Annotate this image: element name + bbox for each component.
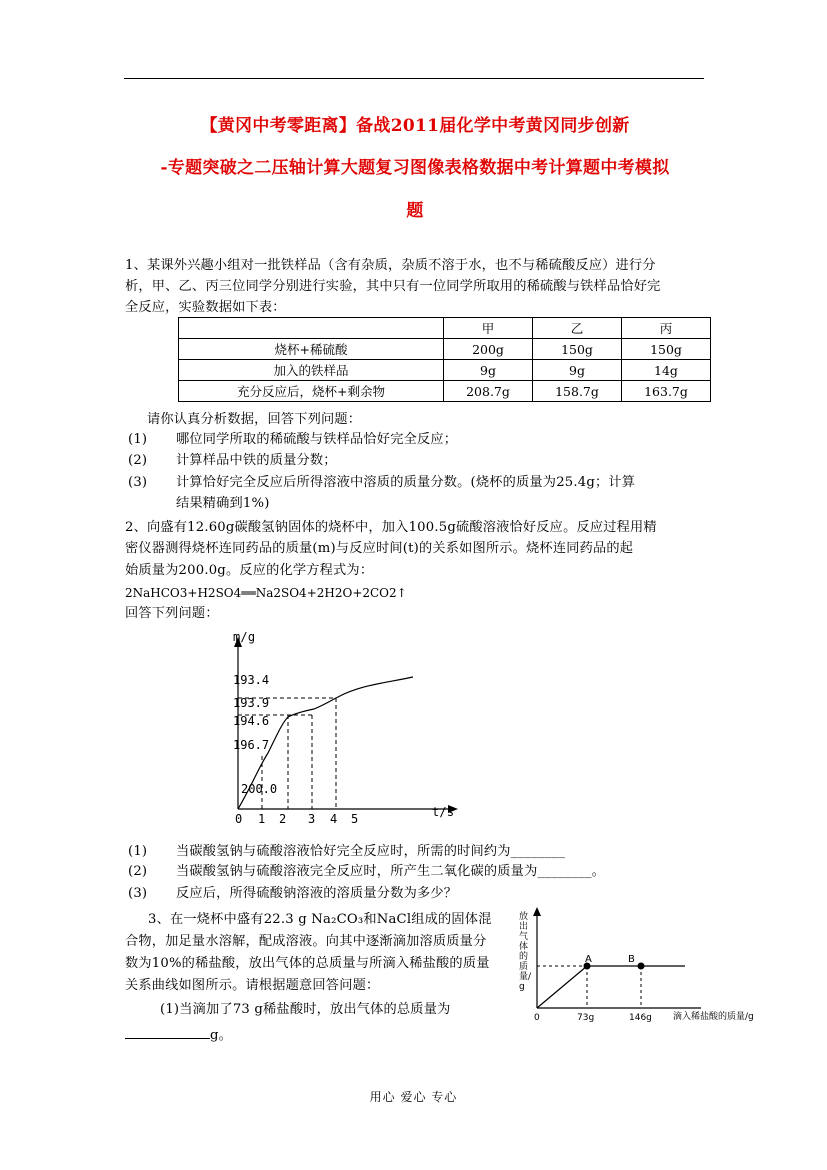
- q1-sub3a: 计算恰好完全反应后所得溶液中溶质的质量分数。(烧杯的质量为25.4g；计算: [176, 475, 636, 490]
- table-cell: 208.7g: [444, 381, 533, 402]
- x-tick-label: 1: [258, 812, 266, 825]
- q2-sub3: 反应后，所得硫酸钠溶液的溶质量分数为多少？: [176, 886, 458, 901]
- table-cell: 充分反应后，烧杯+剩余物: [179, 381, 444, 402]
- mass-time-graph: [220, 625, 460, 825]
- x-tick-label: 5: [351, 812, 359, 825]
- y-tick-label: 193.9: [233, 696, 270, 710]
- answer-blank[interactable]: [125, 1024, 210, 1039]
- y-axis-arrow-icon: [533, 907, 541, 916]
- table-header-row: [179, 318, 711, 339]
- table-row: [179, 360, 711, 381]
- point-b: [638, 963, 645, 970]
- q3-line-3: 数为10%的稀盐酸，放出气体的总质量与所滴入稀盐酸的质量: [125, 956, 490, 971]
- table-cell: 加入的铁样品: [179, 360, 444, 381]
- table-cell: [179, 318, 444, 339]
- q1-data-table: [178, 317, 711, 402]
- q1-intro-3: 全反应，实验数据如下表：: [125, 300, 286, 315]
- x-tick-label: 4: [330, 812, 338, 825]
- q1-intro-2: 析，甲、乙、丙三位同学分别进行实验，其中只有一位同学所取用的稀硫酸与铁样品恰好完: [125, 279, 661, 294]
- x-tick-label: 0: [235, 812, 243, 825]
- y-tick-label: 200.0: [241, 782, 278, 796]
- q1-prompt: 请你认真分析数据，回答下列问题：: [147, 412, 362, 427]
- q3-line-4: 关系曲线如图所示。请根据题意回答问题：: [125, 978, 380, 993]
- page-footer: 用心 爱心 专心: [369, 1090, 458, 1104]
- table-cell: 9g: [444, 360, 533, 381]
- x-tick-label: 73g: [577, 1013, 595, 1023]
- q3-line-1: 3、在一烧杯中盛有22.3 g Na₂CO₃和NaCl组成的固体混: [148, 912, 492, 927]
- header-rule: [124, 78, 704, 79]
- q2-sub2: 当碳酸氢钠与硫酸溶液完全反应时，所产生二氧化碳的质量为________。: [176, 864, 606, 879]
- q1-sub2-num: (2): [128, 453, 148, 468]
- y-tick-label: 196.7: [233, 738, 270, 752]
- q2-sub2-num: (2): [128, 864, 148, 879]
- q2-equation: 2NaHCO3+H2SO4══Na2SO4+2H2O+2CO2↑: [125, 586, 407, 600]
- title-line-2: -专题突破之二压轴计算大题复习图像表格数据中考计算题中考模拟: [160, 158, 670, 178]
- point-a-label: A: [585, 954, 592, 965]
- x-axis-label: 滴入稀盐酸的质量/g: [673, 1012, 754, 1022]
- q2-prompt: 回答下列问题：: [125, 606, 219, 621]
- q2-sub3-num: (3): [128, 886, 148, 901]
- x-tick-label: 2: [279, 812, 287, 825]
- table-cell: 乙: [533, 318, 622, 339]
- table-cell: 丙: [622, 318, 711, 339]
- origin-label: 0: [534, 1013, 540, 1023]
- q2-line-3: 始质量为200.0g。反应的化学方程式为：: [125, 563, 374, 578]
- y-tick-label: 194.6: [233, 714, 270, 728]
- q3-answer-line: [125, 1024, 232, 1046]
- title-line-1: 【黄冈中考零距离】备战2011届化学中考黄冈同步创新: [200, 116, 630, 136]
- title-line-3: 题: [406, 201, 424, 221]
- q2-sub1: 当碳酸氢钠与硫酸溶液恰好完全反应时，所需的时间约为________: [176, 844, 566, 859]
- rising-line: [537, 966, 587, 1008]
- table-cell: 158.7g: [533, 381, 622, 402]
- chart1-y-label: m/g: [233, 630, 256, 644]
- x-tick-label: 146g: [629, 1013, 652, 1023]
- table-cell: 200g: [444, 339, 533, 360]
- x-tick-label: 3: [308, 812, 316, 825]
- table-cell: 150g: [533, 339, 622, 360]
- q3-sub1b: g。: [210, 1028, 233, 1043]
- q1-intro-1: 1、某课外兴趣小组对一批铁样品（含有杂质，杂质不溶于水，也不与稀硫酸反应）进行分: [125, 258, 656, 273]
- q1-sub1-num: (1): [128, 432, 148, 447]
- table-cell: 9g: [533, 360, 622, 381]
- chart2-y-label: 放出气体的质量/g: [519, 912, 532, 992]
- point-b-label: B: [628, 954, 635, 965]
- q1-sub1: 哪位同学所取的稀硫酸与铁样品恰好完全反应；: [176, 432, 458, 447]
- q1-sub2: 计算样品中铁的质量分数；: [176, 453, 337, 468]
- table-row: [179, 381, 711, 402]
- q1-sub3b: 结果精确到1%): [176, 496, 270, 511]
- q3-sub1a: (1)当滴加了73 g稀盐酸时，放出气体的总质量为: [160, 1002, 451, 1017]
- q2-line-2: 密仪器测得烧杯连同药品的质量(m)与反应时间(t)的关系如图所示。烧杯连同药品的起: [125, 541, 634, 556]
- table-cell: 14g: [622, 360, 711, 381]
- q1-sub3-num: (3): [128, 475, 148, 490]
- table-cell: 150g: [622, 339, 711, 360]
- table-cell: 烧杯+稀硫酸: [179, 339, 444, 360]
- y-tick-label: 193.4: [233, 673, 270, 687]
- q2-sub1-num: (1): [128, 844, 148, 859]
- table-cell: 163.7g: [622, 381, 711, 402]
- table-row: [179, 339, 711, 360]
- q3-line-2: 合物，加足量水溶解，配成溶液。向其中逐渐滴加溶质质量分: [125, 934, 487, 949]
- table-cell: 甲: [444, 318, 533, 339]
- chart1-x-label: t/s: [432, 805, 455, 819]
- gas-mass-graph: [515, 905, 795, 1025]
- q2-line-1: 2、向盛有12.60g碳酸氢钠固体的烧杯中，加入100.5g硫酸溶液恰好反应。反应过程用精: [125, 520, 657, 535]
